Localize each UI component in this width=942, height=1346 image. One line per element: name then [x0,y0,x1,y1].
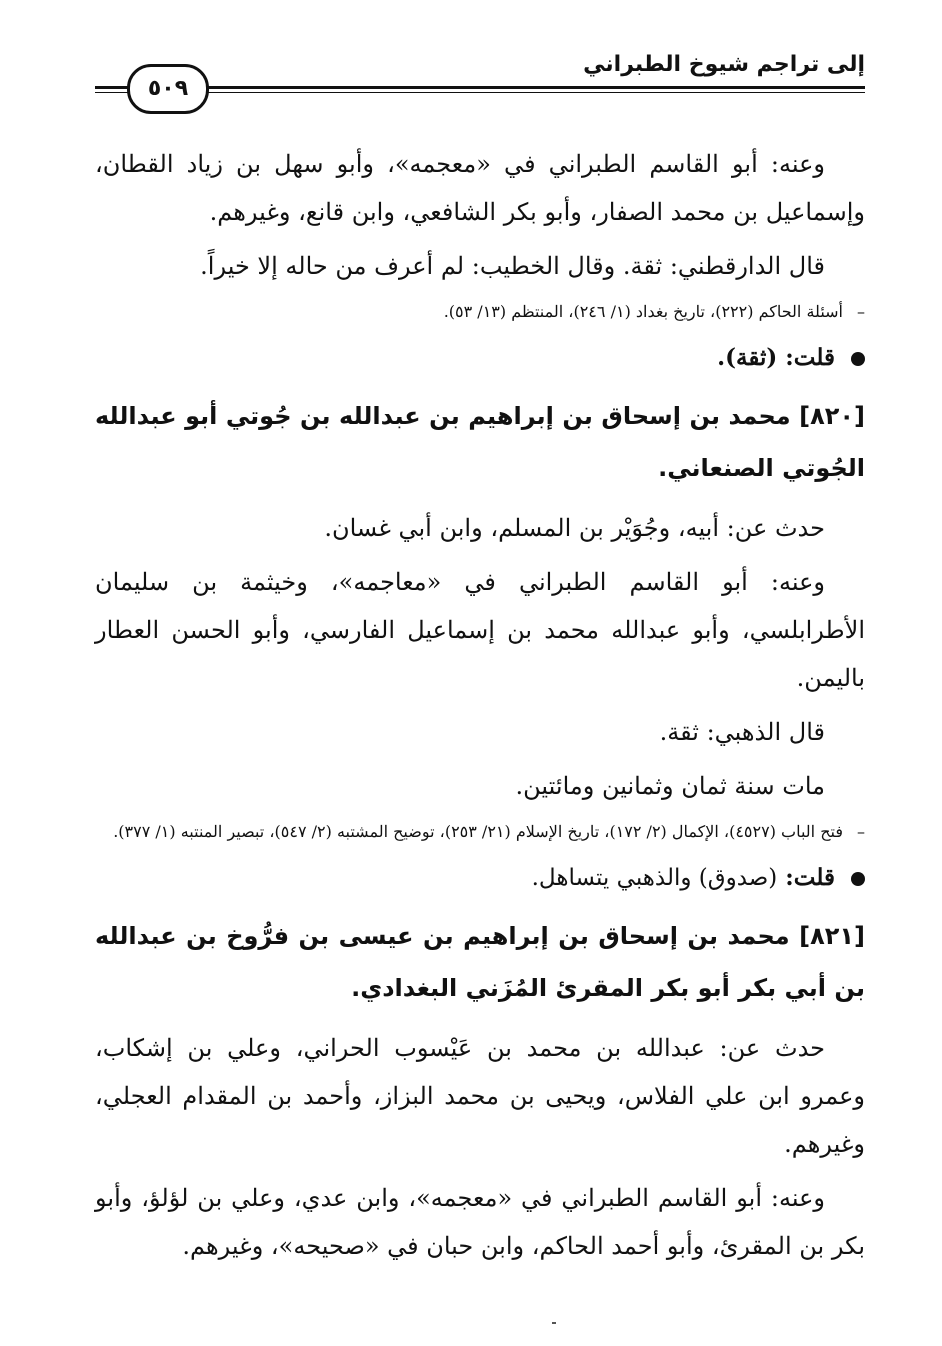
page-body [95,140,865,1276]
bullet-icon [851,352,865,366]
author-note [95,856,865,900]
paragraph: حدث عن: عبدالله بن محمد بن عَيْسوب الحراني، وعلي بن إشكاب، وعمرو ابن علي الفلاس، ويحيى بن محمد البزاز، وأحمد بن المقدام العجلي، وغيرهم. [95,1034,865,1158]
paragraph: وعنه: أبو القاسم الطبراني في «معجمه»، وابن عدي، وعلي بن لؤلؤ، وأبو بكر بن المقرئ، وأبو أحمد الحاكم، وابن حبان في «صحيحه»، وغيرهم. [95,1184,865,1260]
paragraph: وعنه: أبو القاسم الطبراني في «معاجمه»، وخيثمة بن سليمان الأطرابلسي، وأبو عبدالله محمد بن إسماعيل الفارسي، وأبو الحسن العطار باليمن. [95,568,865,692]
paragraph: مات سنة ثمان وثمانين ومائتين. [515,772,825,800]
header-rule [205,86,865,89]
header-rule-left-thin [95,92,129,93]
entry-title: [٨٢٠] محمد بن إسحاق بن إبراهيم بن عبدالله بن جُوتي أبو عبدالله الجُوتي الصنعاني. [95,402,865,482]
entry-title: [٨٢١] محمد بن إسحاق بن إبراهيم بن عيسى بن فرُّوخ بن عبدالله بن أبي بكر أبو بكر المقرئ المُزَني البغدادي. [95,922,865,1002]
paragraph: قال الدارقطني: ثقة. وقال الخطيب: لم أعرف من حاله إلا خيراً. [200,252,825,280]
author-note [95,336,865,380]
paragraph: حدث عن: أبيه، وجُوَيْر بن المسلم، وابن أبي غسان. [324,514,825,542]
note-text: (صدوق) والذهبي يتساهل. [531,865,778,891]
ref-dash: – [857,302,865,321]
reference-text: فتح الباب (٤٥٢٧)، الإكمال (٢/ ١٧٢)، تاريخ الإسلام (٢١/ ٢٥٣)، توضيح المشتبه (٢/ ٥٤٧)، تبصير المنتبه (١/ ٣٧٧). [113,822,843,841]
reference-line [95,816,865,848]
footer-mark [552,1322,556,1324]
running-title: إلى تراجم شيوخ الطبراني [583,52,865,77]
paragraph: وعنه: أبو القاسم الطبراني في «معجمه»، وأبو سهل بن زياد القطان، وإسماعيل بن محمد الصفار، وأبو بكر الشافعي، وابن قانع، وغيرهم. [95,150,865,226]
header-rule-left [95,86,129,89]
note-label: قلت: [785,864,835,891]
note-label: قلت: [785,344,835,371]
ref-dash: – [857,822,865,841]
paragraph: قال الذهبي: ثقة. [659,718,825,746]
bullet-icon [851,872,865,886]
page-header [95,40,865,110]
reference-line [95,296,865,328]
page-number: ٥٠٩ [127,64,209,114]
note-text: (ثقة). [717,344,778,371]
header-rule-thin [205,92,865,93]
reference-text: أسئلة الحاكم (٢٢٢)، تاريخ بغداد (١/ ٢٤٦)، المنتظم (١٣/ ٥٣). [443,302,843,321]
